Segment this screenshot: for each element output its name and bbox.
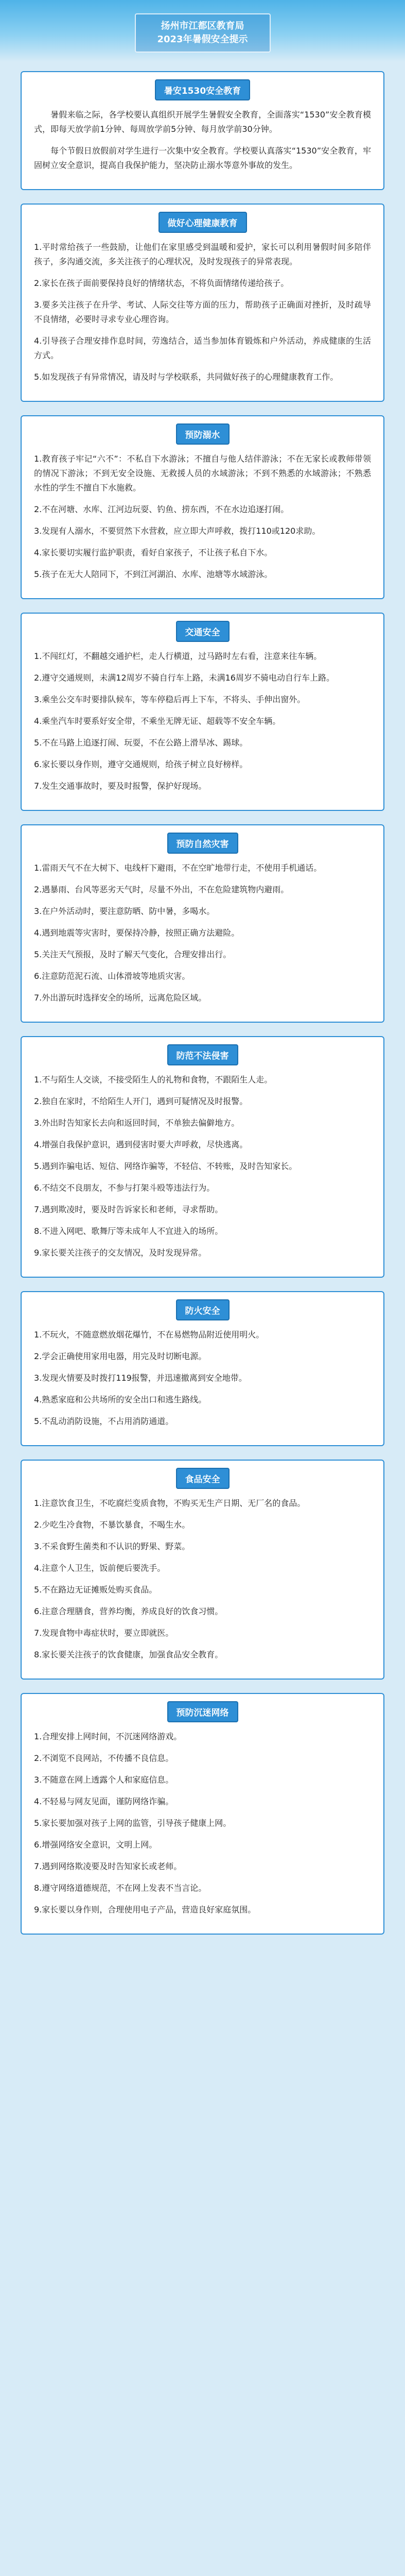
content-section <box>21 1291 384 1446</box>
section-paragraph: 6.家长要以身作则，遵守交通规则，给孩子树立良好榜样。 <box>34 759 248 769</box>
section-paragraph: 5.不在马路上追逐打闹、玩耍，不在公路上滑旱冰、踢球。 <box>34 738 248 748</box>
footer-spacer <box>21 1948 384 1963</box>
section-badge: 交通安全 <box>176 621 230 642</box>
section-paragraph: 3.发现有人溺水，不要贸然下水营救，应立即大声呼救，拨打110或120求助。 <box>34 526 321 536</box>
intro-section <box>21 71 384 190</box>
section-paragraph: 3.不随意在网上透露个人和家庭信息。 <box>34 1775 174 1785</box>
section-paragraph: 5.家长要加强对孩子上网的监管，引导孩子健康上网。 <box>34 1818 232 1828</box>
section-paragraph: 5.孩子在无大人陪同下，不到江河湖泊、水库、池塘等水域游泳。 <box>34 569 273 579</box>
section-badge: 防范不法侵害 <box>167 1044 238 1065</box>
section-paragraph: 1.教育孩子牢记“六不”：不私自下水游泳；不擅自与他人结伴游泳；不在无家长或教师带领的情况下游泳；不到无安全设施、无救援人员的水域游泳；不到不熟悉的水域游泳；不熟悉水性的学生不擅自下水施救。 <box>34 454 371 493</box>
section-paragraph: 7.发现食物中毒症状时，要立即就医。 <box>34 1628 174 1638</box>
title-line-2: 2023年暑假安全提示 <box>157 34 248 45</box>
section-paragraph: 3.不采食野生菌类和不认识的野果、野菜。 <box>34 1541 190 1551</box>
section-paragraph: 1.注意饮食卫生，不吃腐烂变质食物，不购买无生产日期、无厂名的食品。 <box>34 1498 306 1508</box>
section-paragraph: 7.外出游玩时选择安全的场所，远离危险区域。 <box>34 993 207 1003</box>
section-paragraph: 1.不玩火，不随意燃放烟花爆竹，不在易燃物品附近使用明火。 <box>34 1330 265 1340</box>
section-paragraph: 7.遇到欺凌时，要及时告诉家长和老师，寻求帮助。 <box>34 1205 223 1214</box>
section-paragraph: 3.外出时告知家长去向和返回时间，不单独去偏僻地方。 <box>34 1118 240 1128</box>
title-line-1: 扬州市江都区教育局 <box>161 21 244 31</box>
section-badge: 预防自然灾害 <box>167 833 238 854</box>
section-badge: 预防溺水 <box>176 423 230 445</box>
section-paragraph: 2.不浏览不良网站，不传播不良信息。 <box>34 1753 174 1763</box>
content-section <box>21 204 384 402</box>
section-paragraph: 5.不在路边无证摊贩处购买食品。 <box>34 1585 157 1595</box>
section-badge: 防火安全 <box>176 1299 230 1320</box>
section-paragraph: 7.发生交通事故时，要及时报警，保护好现场。 <box>34 781 207 791</box>
header-banner <box>0 0 405 62</box>
content <box>0 62 405 1963</box>
section-paragraph: 5.不乱动消防设施，不占用消防通道。 <box>34 1416 174 1426</box>
section-paragraph: 9.家长要关注孩子的交友情况，及时发现异常。 <box>34 1248 207 1258</box>
content-section <box>21 613 384 811</box>
section-paragraph: 2.少吃生冷食物，不暴饮暴食，不喝生水。 <box>34 1520 190 1530</box>
content-section <box>21 1460 384 1680</box>
section-paragraph: 1.不闯红灯，不翻越交通护栏，走人行横道，过马路时左右看，注意来往车辆。 <box>34 651 322 661</box>
section-paragraph: 4.不轻易与网友见面，谨防网络诈骗。 <box>34 1797 174 1806</box>
section-badge: 预防沉迷网络 <box>167 1701 238 1722</box>
section-badge: 食品安全 <box>176 1468 230 1489</box>
section-paragraph: 7.遇到网络欺凌要及时告知家长或老师。 <box>34 1861 182 1871</box>
section-badge: 暑安1530安全教育 <box>155 79 250 100</box>
section-paragraph: 4.家长要切实履行监护职责，看好自家孩子，不让孩子私自下水。 <box>34 548 273 557</box>
section-paragraph: 6.注意防范泥石流、山体滑坡等地质灾害。 <box>34 971 190 981</box>
section-paragraph: 8.不进入网吧、歌舞厅等未成年人不宜进入的场所。 <box>34 1226 223 1236</box>
section-paragraph: 4.引导孩子合理安排作息时间，劳逸结合，适当参加体育锻炼和户外活动，养成健康的生活方式。 <box>34 336 371 360</box>
section-paragraph: 5.遇到诈骗电话、短信、网络诈骗等，不轻信、不转账，及时告知家长。 <box>34 1161 297 1171</box>
section-paragraph: 1.合理安排上网时间，不沉迷网络游戏。 <box>34 1732 182 1741</box>
sections-container <box>21 204 384 1935</box>
content-section <box>21 1693 384 1935</box>
section-paragraph: 8.家长要关注孩子的饮食健康，加强食品安全教育。 <box>34 1650 223 1659</box>
section-paragraph: 1.不与陌生人交谈，不接受陌生人的礼物和食物，不跟陌生人走。 <box>34 1075 273 1084</box>
title-box <box>135 13 271 53</box>
section-paragraph: 4.乘坐汽车时要系好安全带，不乘坐无牌无证、超载等不安全车辆。 <box>34 716 281 726</box>
section-paragraph: 1.雷雨天气不在大树下、电线杆下避雨，不在空旷地带行走，不使用手机通话。 <box>34 863 322 873</box>
section-paragraph: 4.遇到地震等灾害时，要保持冷静，按照正确方法避险。 <box>34 928 240 938</box>
section-paragraph: 6.不结交不良朋友，不参与打架斗殴等违法行为。 <box>34 1183 215 1193</box>
section-paragraph: 6.增强网络安全意识，文明上网。 <box>34 1840 157 1850</box>
section-paragraph: 3.要多关注孩子在升学、考试、人际交往等方面的压力，帮助孩子正确面对挫折，及时疏导不良情绪，必要时寻求专业心理咨询。 <box>34 300 371 324</box>
section-paragraph: 5.如发现孩子有异常情况，请及时与学校联系，共同做好孩子的心理健康教育工作。 <box>34 372 339 382</box>
section-badge: 做好心理健康教育 <box>159 212 247 233</box>
section-paragraph: 2.独自在家时，不给陌生人开门，遇到可疑情况及时报警。 <box>34 1096 248 1106</box>
intro-paragraph: 暑假来临之际，各学校要认真组织开展学生暑假安全教育，全面落实“1530”安全教育模式，即每天放学前1分钟、每周放学前5分钟、每月放学前30分钟。 <box>34 110 371 134</box>
section-paragraph: 2.不在河塘、水库、江河边玩耍、钓鱼、捞东西，不在水边追逐打闹。 <box>34 504 289 514</box>
content-section <box>21 1036 384 1278</box>
section-paragraph: 8.遵守网络道德规范，不在网上发表不当言论。 <box>34 1883 207 1893</box>
section-paragraph: 4.熟悉家庭和公共场所的安全出口和逃生路线。 <box>34 1395 207 1404</box>
section-paragraph: 2.遇暴雨、台风等恶劣天气时，尽量不外出，不在危险建筑物内避雨。 <box>34 885 289 894</box>
intro-paragraph: 每个节假日放假前对学生进行一次集中安全教育。学校要认真落实“1530”安全教育，牢固树立安全意识，提高自我保护能力，坚决防止溺水等意外事故的发生。 <box>34 146 371 170</box>
section-paragraph: 2.遵守交通规则，未满12周岁不骑自行车上路，未满16周岁不骑电动自行车上路。 <box>34 673 334 683</box>
section-paragraph: 4.增强自我保护意识，遇到侵害时要大声呼救，尽快逃离。 <box>34 1140 248 1149</box>
section-paragraph: 6.注意合理膳食，营养均衡，养成良好的饮食习惯。 <box>34 1606 223 1616</box>
section-paragraph: 3.发现火情要及时拨打119报警，并迅速撤离到安全地带。 <box>34 1373 247 1383</box>
content-section <box>21 415 384 599</box>
section-paragraph: 3.乘坐公交车时要排队候车，等车停稳后再上下车，不将头、手伸出窗外。 <box>34 694 306 704</box>
content-section <box>21 824 384 1023</box>
section-paragraph: 9.家长要以身作则，合理使用电子产品，营造良好家庭氛围。 <box>34 1905 256 1914</box>
section-paragraph: 4.注意个人卫生，饭前便后要洗手。 <box>34 1563 166 1573</box>
section-paragraph: 2.家长在孩子面前要保持良好的情绪状态，不将负面情绪传递给孩子。 <box>34 278 289 288</box>
section-paragraph: 2.学会正确使用家用电器，用完及时切断电源。 <box>34 1351 207 1361</box>
section-paragraph: 3.在户外活动时，要注意防晒、防中暑，多喝水。 <box>34 906 215 916</box>
section-paragraph: 1.平时常给孩子一些鼓励，让他们在家里感受到温暖和爱护，家长可以利用暑假时间多陪伴孩子，多沟通交流，多关注孩子的心理状况，及时发现孩子的异常表现。 <box>34 242 371 266</box>
section-paragraph: 5.关注天气预报，及时了解天气变化，合理安排出行。 <box>34 950 232 959</box>
